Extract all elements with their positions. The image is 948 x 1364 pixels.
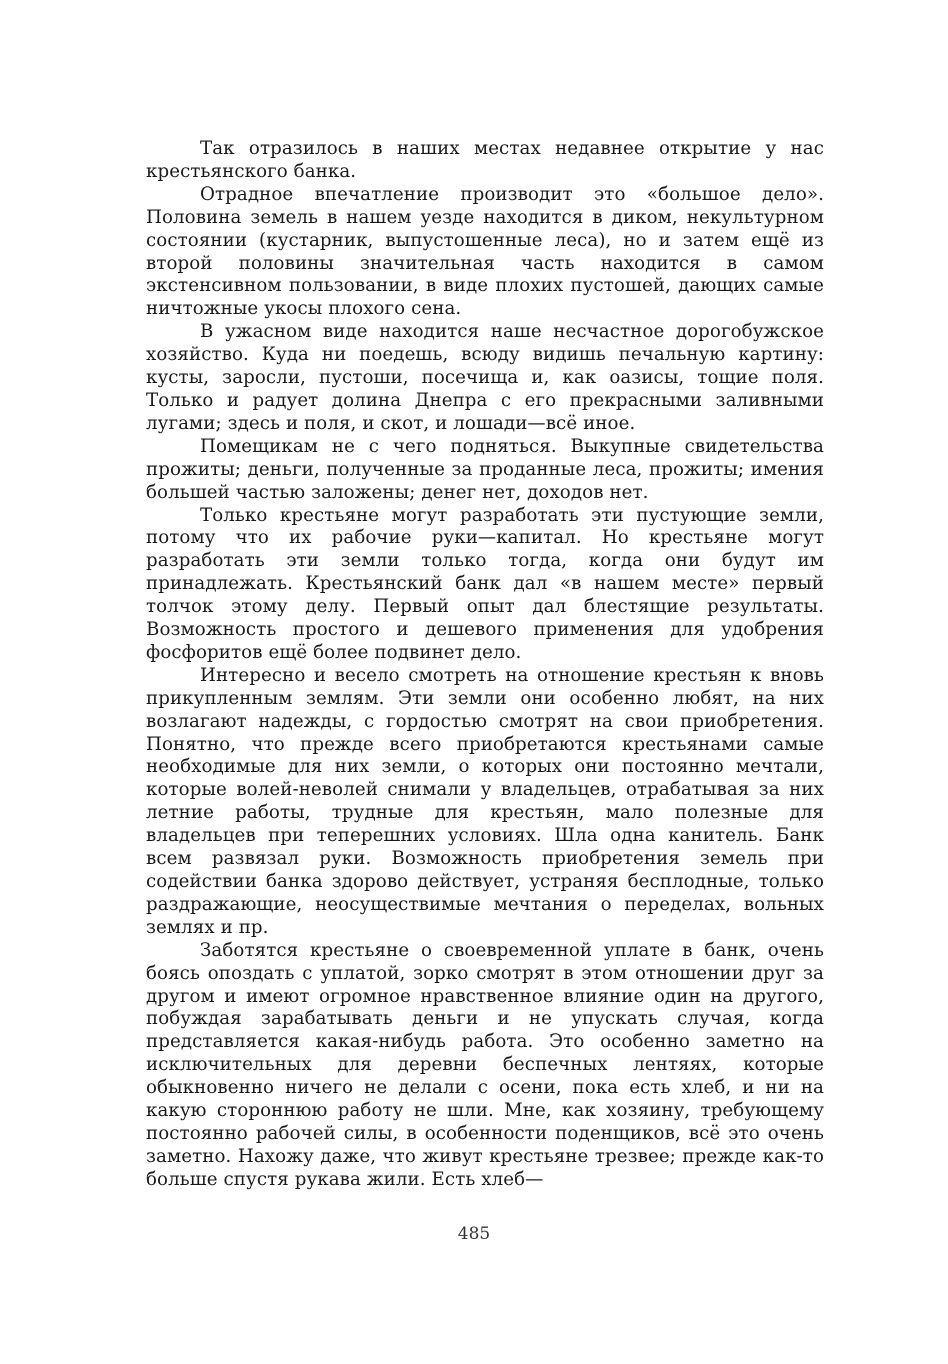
page-body bbox=[146, 138, 824, 1192]
paragraph-2: Отрадное впечатление производит это «большое дело». Половина земель в нашем уезде находится в диком, некультурном состоянии (кустарник, выпустошенные леса), но и затем ещё из второй половины значительная часть находится в самом экстенсивном пользовании, в виде плохих пустошей, дающих самые ничтожные укосы плохого сена. bbox=[146, 183, 824, 320]
paragraph-7: Заботятся крестьяне о своевременной уплате в банк, очень боясь опоздать с уплатой, зорко смотрят в этом отношении друг за другом и имеют огромное нравственное влияние один на другого, побуждая зарабатывать деньги и не упускать случая, когда представляется какая-нибудь работа. Это особенно заметно на исключительных для деревни беспечных лентяях, которые обыкновенно ничего не делали с осени, пока есть хлеб, и ни на какую стороннюю работу не шли. Мне, как хозяину, требующему постоянно рабочей силы, в особенности поденщиков, всё это очень заметно. Нахожу даже, что живут крестьяне трезвее; прежде как-то больше спустя рукава жили. Есть хлеб— bbox=[146, 939, 824, 1190]
page-number: 485 bbox=[457, 1224, 491, 1244]
paragraph-3: В ужасном виде находится наше несчастное дорогобужское хозяйство. Куда ни поедешь, всюду видишь печальную картину: кусты, заросли, пустоши, посечища и, как оазисы, тощие поля. Только и радует долина Днепра с его прекрасными заливными лугами; здесь и поля, и скот, и лошади—всё иное. bbox=[146, 321, 824, 434]
paragraph-5: Только крестьяне могут разработать эти пустующие земли, потому что их рабочие руки—капитал. Но крестьяне могут разработать эти земли только тогда, когда они будут им принадлежать. Крестьянский банк дал «в нашем месте» первый толчок этому делу. Первый опыт дал блестящие результаты. Возможность простого и дешевого применения для удобрения фосфоритов ещё более подвинет дело. bbox=[146, 504, 824, 663]
paragraph-4: Помещикам не с чего подняться. Выкупные свидетельства прожиты; деньги, полученные за проданные леса, прожиты; имения большей частью заложены; денег нет, доходов нет. bbox=[146, 435, 824, 503]
paragraph-6: Интересно и весело смотреть на отношение крестьян к вновь прикупленным землям. Эти земли они особенно любят, на них возлагают надежды, с гордостью смотрят на свои приобретения. Понятно, что прежде всего приобретаются крестьянами самые необходимые для них земли, о которых они постоянно мечтали, которые волей-неволей снимали у владельцев, отрабатывая за них летние работы, трудные для крестьян, мало полезные для владельцев при теперешних условиях. Шла одна канитель. Банк всем развязал руки. Возможность приобретения земель при содействии банка здорово действует, устраняя бесплодные, только раздражающие, неосуществимые мечтания о переделах, вольных землях и пр. bbox=[146, 664, 824, 938]
paragraph-1: Так отразилось в наших местах недавнее открытие у нас крестьянского банка. bbox=[146, 138, 824, 182]
